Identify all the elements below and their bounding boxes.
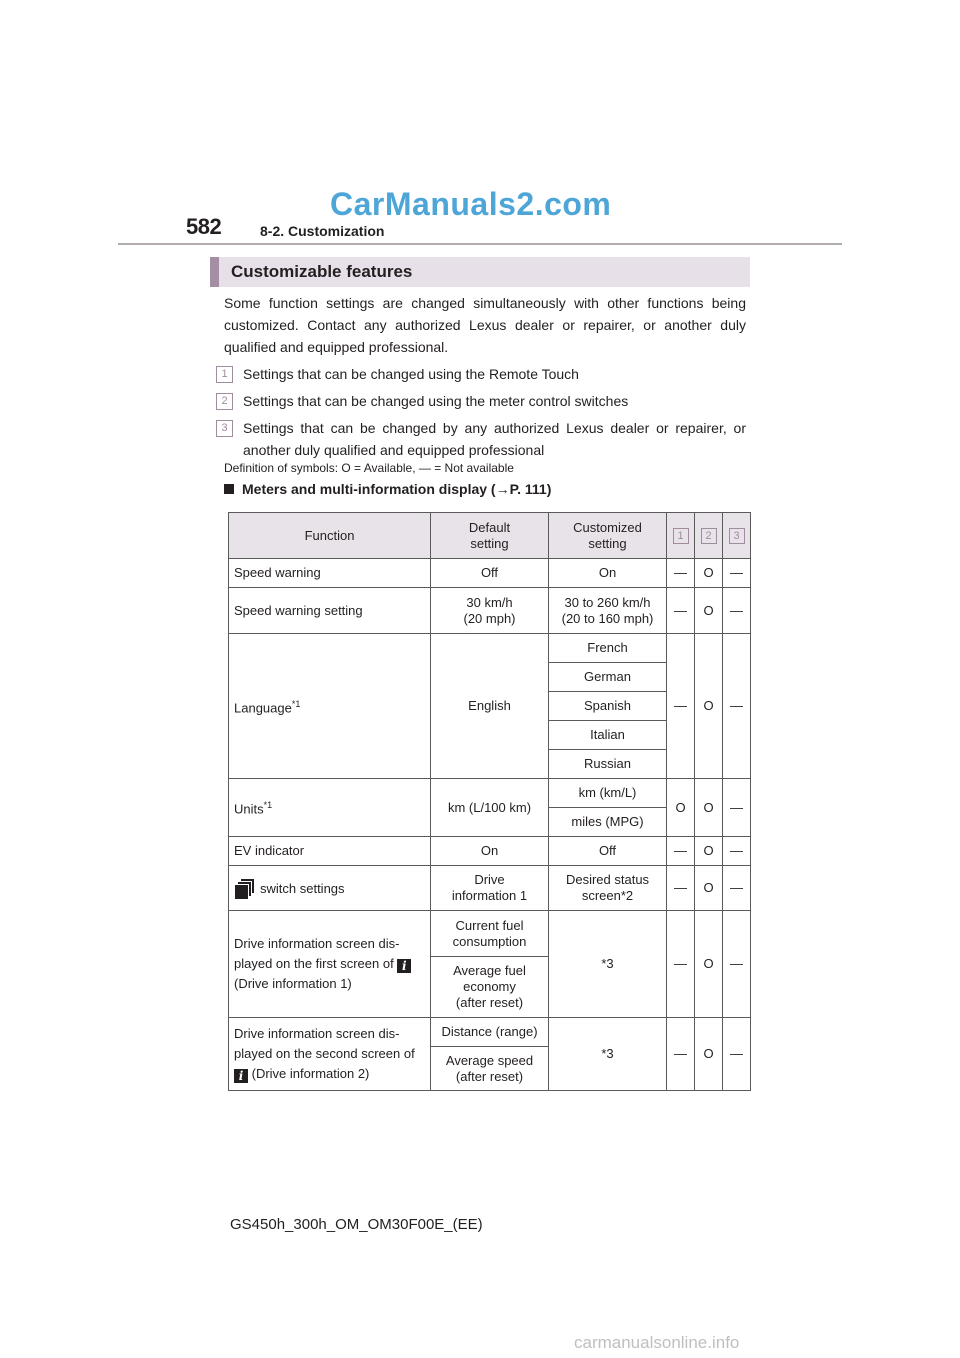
table-row <box>229 779 751 808</box>
cell-custom-option: French <box>549 634 667 663</box>
cell-col-1: O <box>667 779 695 837</box>
footnote-mark: *1 <box>263 800 273 811</box>
cell-col-2: O <box>695 559 723 588</box>
footnote-mark: *2 <box>620 888 634 903</box>
header-rule <box>118 243 842 245</box>
watermark-top: CarManuals2.com <box>330 186 612 222</box>
display-switch-icon <box>234 878 254 898</box>
cell-default <box>431 866 549 911</box>
cell-custom <box>549 588 667 634</box>
cell-custom-option: German <box>549 663 667 692</box>
list-item-text: Settings that can be changed using the meter control switches <box>243 393 629 409</box>
cell-custom: *3 <box>549 911 667 1018</box>
cell-col-3: — <box>723 559 751 588</box>
table-row <box>229 911 751 957</box>
cell-function <box>229 634 431 779</box>
cell-line: information 1 <box>451 888 528 903</box>
cell-col-3: — <box>723 1018 751 1091</box>
header-default-line: Default <box>468 519 511 535</box>
cell-line: 30 to 260 km/h <box>564 594 651 610</box>
intro-paragraph: Some function settings are changed simultaneously with other functions being customized. Contact any authorized Lexus dealer or repairer, or another duly qualified and equipped professional. <box>224 295 746 355</box>
cell-line: Average speed <box>445 1052 534 1068</box>
cell-col-1: — <box>667 866 695 911</box>
cell-line: (after reset) <box>455 1068 524 1084</box>
header-custom-line: Customized <box>573 519 642 535</box>
list-item <box>216 390 746 412</box>
document-code: GS450h_300h_OM_OM30F00E_(EE) <box>230 1216 483 1233</box>
section-label: 8-2. Customization <box>260 223 385 239</box>
cell-line: played on the second screen of <box>234 1046 415 1061</box>
table-row <box>229 1018 751 1047</box>
cell-custom-option: Italian <box>549 721 667 750</box>
list-item-text: Settings that can be changed by any authorized Lexus dealer or repairer, or another duly qualified and equipped professional <box>243 420 746 458</box>
cell-line: (20 mph) <box>463 610 516 626</box>
cell-function <box>229 779 431 837</box>
header-function: Function <box>229 513 431 559</box>
section-heading-bar <box>210 257 750 287</box>
header-custom-line: setting <box>588 535 627 551</box>
cell-col-2: O <box>695 866 723 911</box>
cell-function: EV indicator <box>229 837 431 866</box>
cell-col-2: O <box>695 1018 723 1091</box>
header-col-2 <box>695 513 723 559</box>
cell-line: 30 km/h <box>466 594 513 610</box>
number-badge: 1 <box>673 528 689 544</box>
cell-default-option: Distance (range) <box>431 1018 549 1047</box>
cell-col-1: — <box>667 1018 695 1091</box>
table-row <box>229 634 751 663</box>
table-row <box>229 837 751 866</box>
cell-custom-option: Spanish <box>549 692 667 721</box>
footnote-mark: *1 <box>291 698 301 709</box>
table-header-row <box>229 513 751 559</box>
cell-default: English <box>431 634 549 779</box>
subheading <box>224 481 551 497</box>
header-default <box>431 513 549 559</box>
cell-default: On <box>431 837 549 866</box>
cell-line: played on the first screen of <box>234 956 394 971</box>
list-item <box>216 363 746 385</box>
cell-default: Off <box>431 559 549 588</box>
number-badge: 3 <box>729 528 745 544</box>
cell-col-1: — <box>667 837 695 866</box>
cell-col-1: — <box>667 911 695 1018</box>
cell-line: (Drive information 2) <box>251 1066 370 1081</box>
cell-default <box>431 588 549 634</box>
cell-col-1: — <box>667 559 695 588</box>
subheading-text: Meters and multi-information display (→P. 111) <box>242 481 552 497</box>
cell-col-3: — <box>723 588 751 634</box>
cell-function <box>229 911 431 1018</box>
section-heading: Customizable features <box>231 262 413 281</box>
number-badge: 1 <box>216 366 233 383</box>
cell-line: Current fuel <box>455 917 524 933</box>
cell-custom: On <box>549 559 667 588</box>
cell-default: km (L/100 km) <box>431 779 549 837</box>
list-item-text: Settings that can be changed using the Remote Touch <box>243 366 579 382</box>
cell-line: Desired status <box>565 872 650 887</box>
cell-default-option <box>431 957 549 1018</box>
table-row <box>229 866 751 911</box>
watermark-bottom: carmanualsonline.info <box>574 1333 740 1352</box>
cell-text: Units <box>234 801 264 817</box>
cell-line: screen <box>581 888 621 903</box>
cell-col-1: — <box>667 634 695 779</box>
cell-function: Speed warning setting <box>229 588 431 634</box>
cell-custom: *3 <box>549 1018 667 1091</box>
cell-col-2: O <box>695 837 723 866</box>
cell-line: (Drive information 1) <box>234 976 352 991</box>
cell-custom-option: miles (MPG) <box>549 808 667 837</box>
cell-col-2: O <box>695 588 723 634</box>
cell-col-1: — <box>667 588 695 634</box>
table-row <box>229 559 751 588</box>
cell-function <box>229 1018 431 1091</box>
cell-custom: Off <box>549 837 667 866</box>
page-number: 582 <box>186 214 222 239</box>
cell-function <box>229 866 431 911</box>
cell-line: economy <box>463 979 516 994</box>
list-item <box>216 417 746 461</box>
cell-col-3: — <box>723 779 751 837</box>
table-row <box>229 588 751 634</box>
cell-custom-option: km (km/L) <box>549 779 667 808</box>
number-badge: 2 <box>701 528 717 544</box>
number-badge: 3 <box>216 420 233 437</box>
cell-col-2: O <box>695 911 723 1018</box>
square-bullet-icon <box>224 484 234 494</box>
cell-col-3: — <box>723 866 751 911</box>
cell-custom <box>549 866 667 911</box>
header-default-line: setting <box>470 535 509 551</box>
info-icon: i <box>234 1069 248 1083</box>
cell-col-3: — <box>723 634 751 779</box>
cell-col-3: — <box>723 911 751 1018</box>
definition-of-symbols: Definition of symbols: O = Available, — = Not available <box>224 461 514 475</box>
cell-custom-option: Russian <box>549 750 667 779</box>
cell-text: Language <box>234 700 292 716</box>
cell-line: consumption <box>452 933 527 949</box>
cell-col-2: O <box>695 779 723 837</box>
cell-text: switch settings <box>260 881 345 896</box>
cell-line: Drive information screen dis- <box>234 1026 400 1041</box>
info-icon: i <box>397 959 411 973</box>
features-table <box>228 512 751 1091</box>
cell-line: (after reset) <box>455 995 524 1010</box>
cell-col-2: O <box>695 634 723 779</box>
cell-line: Average fuel <box>453 963 526 978</box>
cell-line: Drive <box>474 872 505 887</box>
number-badge: 2 <box>216 393 233 410</box>
header-col-1 <box>667 513 695 559</box>
header-customized <box>549 513 667 559</box>
header-col-3 <box>723 513 751 559</box>
cell-default-option <box>431 1047 549 1091</box>
cell-line: (20 to 160 mph) <box>561 610 654 626</box>
cell-default-option <box>431 911 549 957</box>
cell-col-3: — <box>723 837 751 866</box>
cell-function: Speed warning <box>229 559 431 588</box>
cell-line: Drive information screen dis- <box>234 936 400 951</box>
